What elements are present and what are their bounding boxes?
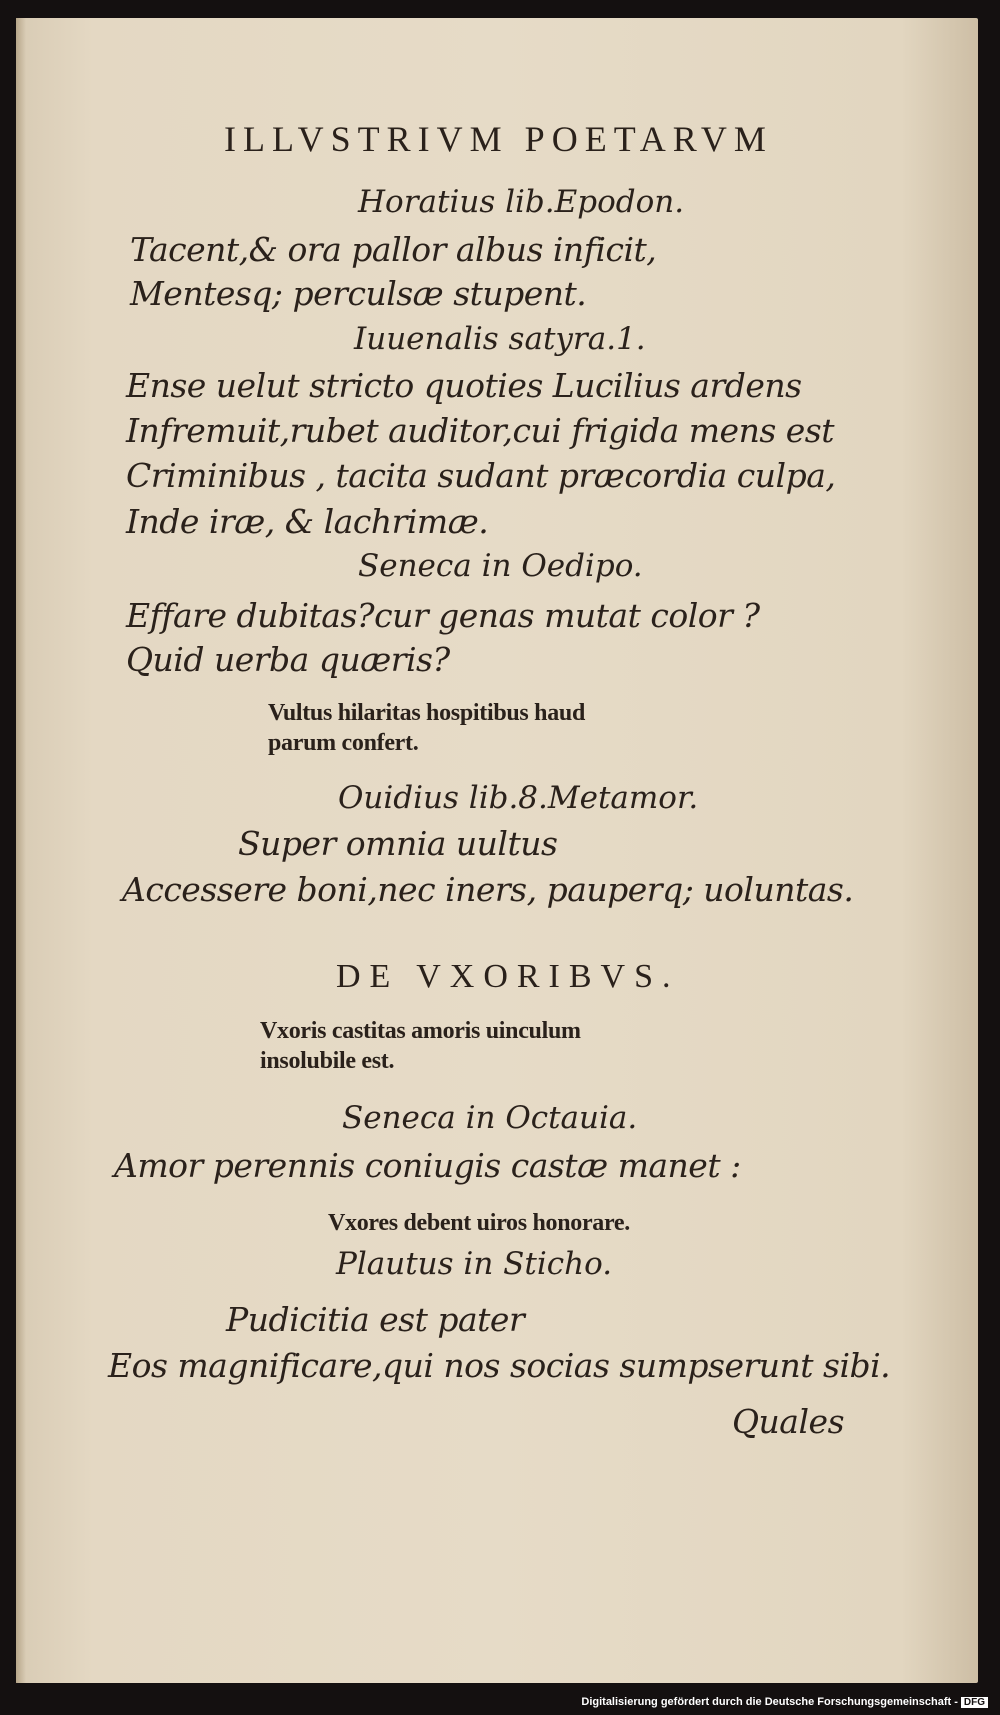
verse-line: Accessere boni,nec iners, pauperq; uoluntas. bbox=[122, 870, 854, 909]
source-heading: Ouidius lib.8.Metamor. bbox=[338, 780, 699, 816]
sententia-line: Vultus hilaritas hospitibus haud bbox=[268, 700, 586, 726]
source-heading: Horatius lib.Epodon. bbox=[358, 184, 685, 220]
page-spine-shadow bbox=[16, 18, 26, 1683]
verse-line: Effare dubitas?cur genas mutat color ? bbox=[126, 596, 760, 635]
catchword: Quales bbox=[732, 1402, 845, 1441]
sententia-line: Vxores debent uiros honorare. bbox=[328, 1210, 630, 1236]
verse-line: Eos magnificare,qui nos socias sumpserunt sibi. bbox=[108, 1346, 891, 1385]
running-header: ILLVSTRIVM POETARVM bbox=[224, 119, 773, 159]
book-page bbox=[16, 18, 978, 1683]
credit-text: Digitalisierung gefördert durch die Deutsche Forschungsgemeinschaft - bbox=[581, 1696, 958, 1708]
verse-line: Infremuit,rubet auditor,cui frigida mens est bbox=[126, 411, 834, 450]
verse-line: Quid uerba quæris? bbox=[126, 640, 450, 679]
verse-line: Pudicitia est pater bbox=[226, 1300, 525, 1339]
verse-line: Mentesq; perculsæ stupent. bbox=[130, 274, 587, 313]
verse-line: Criminibus , tacita sudant præcordia culpa, bbox=[126, 456, 836, 495]
source-heading: Plautus in Sticho. bbox=[336, 1246, 613, 1282]
verse-line: Inde iræ, & lachrimæ. bbox=[126, 502, 489, 541]
source-heading: Seneca in Oedipo. bbox=[358, 548, 643, 584]
sententia-line: Vxoris castitas amoris uinculum bbox=[260, 1018, 581, 1044]
verse-line: Ense uelut stricto quoties Lucilius ardens bbox=[126, 366, 802, 405]
verse-line: Tacent,& ora pallor albus inficit, bbox=[130, 230, 657, 269]
section-heading: DE VXORIBVS. bbox=[336, 958, 680, 995]
sententia-line: parum confert. bbox=[268, 730, 419, 756]
sententia-line: insolubile est. bbox=[260, 1048, 395, 1074]
verse-line: Super omnia uultus bbox=[238, 824, 558, 863]
source-heading: Iuuenalis satyra.1. bbox=[354, 321, 646, 357]
dfg-logo: DFG bbox=[961, 1697, 988, 1708]
verse-line: Amor perennis coniugis castæ manet : bbox=[114, 1146, 741, 1185]
source-heading: Seneca in Octauia. bbox=[342, 1100, 638, 1136]
digitization-credit bbox=[581, 1696, 988, 1708]
